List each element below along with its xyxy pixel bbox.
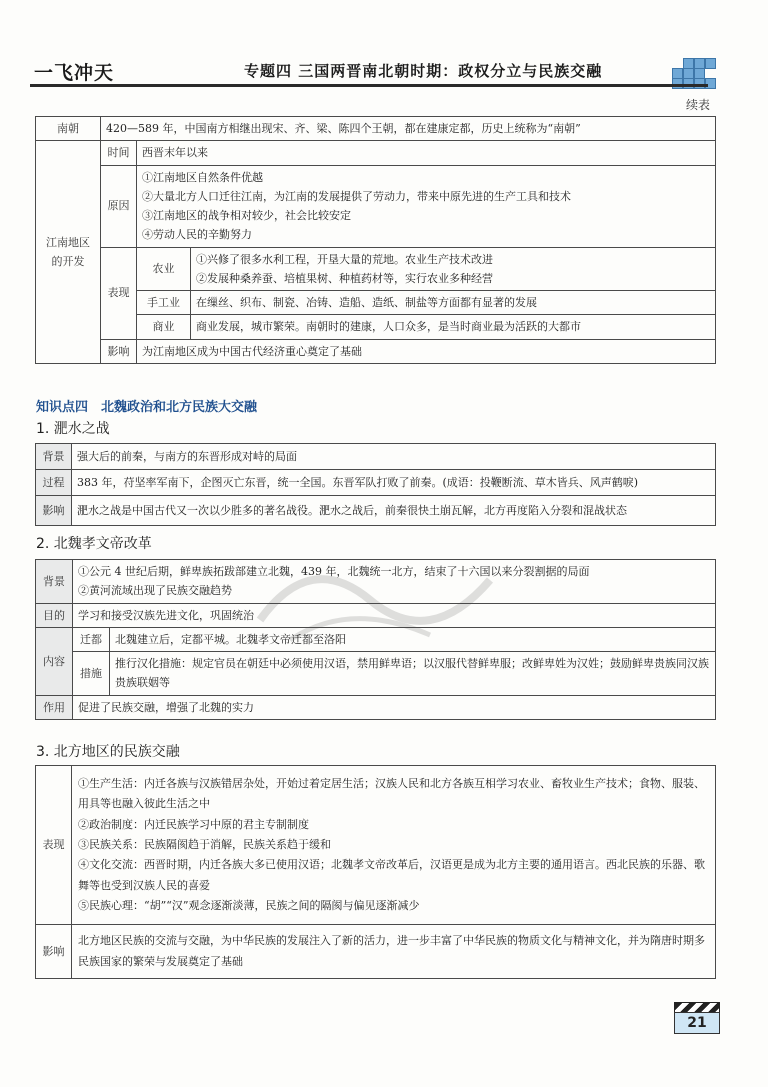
table-row [36, 627, 716, 651]
agri-text [191, 247, 716, 291]
impact-text: 为江南地区成为中国古代经济重心奠定了基础 [137, 339, 716, 363]
effect-text: 促进了民族交融，增强了北魏的实力 [73, 695, 716, 719]
comm-label: 商业 [137, 315, 191, 339]
agri-label: 农业 [137, 247, 191, 291]
list-item: ②大量北方人口迁往江南，为江南的发展提供了劳动力，带来中原先进的生产工具和技术 [142, 189, 571, 203]
page-number-badge [674, 1002, 718, 1032]
header-rule [30, 84, 708, 87]
table-row [36, 470, 716, 496]
nanchao-text: 420—589 年，中国南方相继出现宋、齐、梁、陈四个王朝，都在建康定都，历史上统称为“南朝” [101, 117, 716, 141]
impact-text: 北方地区民族的交流与交融，为中华民族的发展注入了新的活力，进一步丰富了中华民族的物质文化与精神文化，并为隋唐时期多民族国家的繁荣与发展奠定了基础 [72, 925, 716, 979]
content-label: 内容 [36, 627, 73, 695]
table-row [36, 496, 716, 526]
bg-label: 背景 [36, 444, 72, 470]
list-item: ②政治制度：内迁民族学习中原的君主专制制度 [78, 817, 309, 831]
list-item: ②发展种桑养蚕、培植果树、种植药材等，实行农业多种经营 [196, 271, 493, 285]
xiaowen-heading: 2. 北魏孝文帝改革 [36, 536, 152, 552]
chapter-title: 专题四 三国两晋南北朝时期：政权分立与民族交融 [244, 62, 603, 80]
table-row [36, 766, 716, 925]
table-row [36, 315, 716, 339]
table-row [36, 603, 716, 627]
table-row [36, 165, 716, 247]
table-row [36, 141, 716, 165]
reason-label: 原因 [101, 165, 137, 247]
impact-label: 影响 [36, 496, 72, 526]
list-item: ①公元 4 世纪后期，鲜卑族拓跋部建立北魏，439 年，北魏统一北方，结束了十六国以来分裂割据的局面 [78, 565, 590, 578]
craft-label: 手工业 [137, 291, 191, 315]
list-item: ④文化交流：西晋时期，内迁各族大多已使用汉语；北魏孝文帝改革后，汉语更是成为北方主要的通用语言。西北民族的乐器、歌舞等也受到汉族人民的喜爱 [78, 858, 705, 892]
row-label-nanchao: 南朝 [36, 117, 101, 141]
list-item: ⑤民族心理：“胡”“汉”观念逐渐淡薄，民族之间的隔阂与偏见逐渐减少 [78, 899, 420, 913]
list-item: ④劳动人民的辛勤努力 [142, 228, 252, 242]
section-heading: 知识点四 北魏政治和北方民族大交融 [36, 400, 258, 415]
xiaowen-table [35, 559, 716, 720]
feishui-heading: 1. 淝水之战 [36, 421, 110, 437]
row-label-jiangnan: 江南地区的开发 [36, 141, 101, 364]
table-row [36, 444, 716, 470]
list-item: ①江南地区自然条件优越 [142, 170, 263, 184]
page-number: 21 [674, 1012, 720, 1034]
measure-label: 措施 [73, 652, 110, 696]
proc-label: 过程 [36, 470, 72, 496]
proc-text: 383 年，苻坚率军南下，企图灭亡东晋，统一全国。东晋军队打败了前秦。(成语：投鞭断流、草木皆兵、风声鹤唳) [72, 470, 716, 496]
fusion-heading: 3. 北方地区的民族交融 [36, 744, 180, 760]
time-text: 西晋末年以来 [137, 141, 716, 165]
effect-label: 作用 [36, 695, 73, 719]
impact-label: 影响 [36, 925, 72, 979]
list-item: ③江南地区的战争相对较少，社会比较安定 [142, 209, 351, 222]
move-label: 迁都 [73, 627, 110, 651]
jiangnan-table [35, 116, 716, 364]
perf-label: 表现 [101, 247, 137, 339]
list-item: ③民族关系：民族隔阂趋于消解，民族关系趋于缓和 [78, 838, 331, 852]
bg-label: 背景 [36, 560, 73, 604]
fusion-table [35, 765, 716, 979]
table-row [36, 652, 716, 696]
impact-label: 影响 [101, 339, 137, 363]
bg-text: 强大后的前秦，与南方的东晋形成对峙的局面 [72, 444, 716, 470]
brand-logo: 一飞冲天 [34, 62, 115, 84]
table-row [36, 560, 716, 604]
bg-text [73, 560, 716, 604]
goal-text: 学习和接受汉族先进文化，巩固统治 [73, 603, 716, 627]
perf-label: 表现 [36, 766, 72, 925]
move-text: 北魏建立后，定都平城。北魏孝文帝迁都至洛阳 [110, 627, 716, 651]
comm-text: 商业发展，城市繁荣。南朝时的建康，人口众多，是当时商业最为活跃的大都市 [191, 315, 716, 339]
list-item: ①生产生活：内迁各族与汉族错居杂处，开始过着定居生活；汉族人民和北方各族互相学习农业、畜牧业生产技术；食物、服装、用具等也融入彼此生活之中 [78, 777, 705, 811]
list-item: ①兴修了很多水利工程，开垦大量的荒地。农业生产技术改进 [196, 252, 493, 266]
table-row [36, 339, 716, 363]
time-label: 时间 [101, 141, 137, 165]
table-row [36, 925, 716, 979]
table-row [36, 695, 716, 719]
feishui-table [35, 443, 716, 526]
reason-list [137, 165, 716, 247]
goal-label: 目的 [36, 603, 73, 627]
table-row [36, 247, 716, 291]
list-item: ②黄河流域出现了民族交融趋势 [78, 584, 232, 598]
table-row [36, 291, 716, 315]
table-row [36, 117, 716, 141]
measure-text: 推行汉化措施：规定官员在朝廷中必须使用汉语，禁用鲜卑语；以汉服代替鲜卑服；改鲜卑姓为汉姓；鼓励鲜卑贵族同汉族贵族联姻等 [110, 652, 716, 696]
continued-label: 续表 [685, 98, 710, 112]
perf-text [72, 766, 716, 925]
impact-text: 淝水之战是中国古代又一次以少胜多的著名战役。淝水之战后，前秦很快土崩瓦解，北方再度陷入分裂和混战状态 [72, 496, 716, 526]
craft-text: 在缫丝、织布、制瓷、冶铸、造船、造纸、制盐等方面都有显著的发展 [191, 291, 716, 315]
